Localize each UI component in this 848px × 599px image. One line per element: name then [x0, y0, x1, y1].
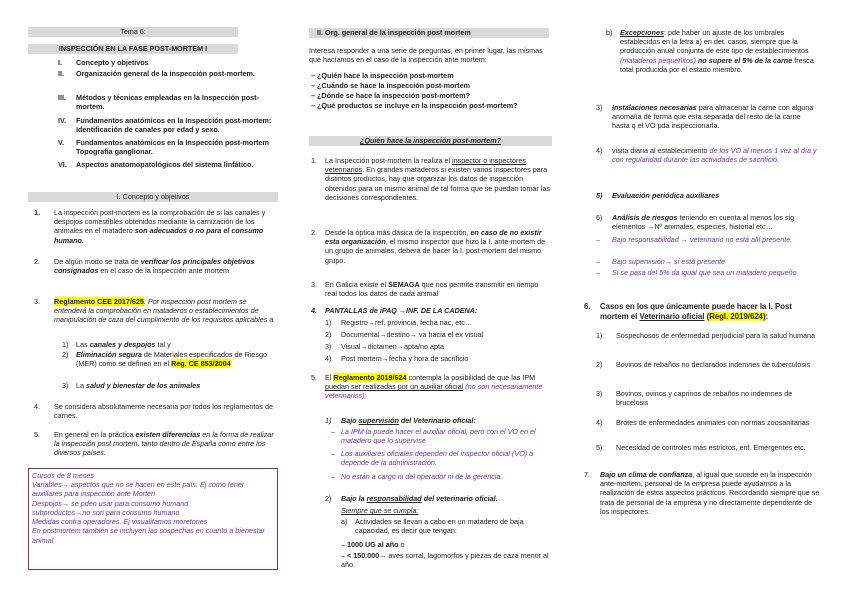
case-item: 3) Bovinos, ovinos y caprinos de rebaños no indemnes de brucelosis: [596, 389, 793, 408]
sub2-dash: – < 150.000→ aves corral, lagomorfos y piezas de caza menor al año.: [341, 551, 549, 570]
note-line: En postmortem también se incluyen las sospechas en cuanto a bienestar animal: [32, 526, 265, 545]
pantalla-item: 4) Post mortem→fecha y hora de sacrificio: [325, 354, 469, 363]
toc-item: I. Concepto y objetivos: [58, 58, 149, 67]
item6-dash: – Bajo responsabilidad → veterinario no está allí presente.: [596, 235, 793, 244]
toc-item: IV. Fundamentos anatómicos en la Inspección post-mortem: Identificación de canales por edad y sexo.: [58, 116, 272, 135]
case-item: 4) Brotes de enfermedades animales con normas zoosanitarias: [596, 418, 810, 427]
item-5: 5) Evaluación periódica auxiliares: [596, 191, 720, 200]
case-item: 1) Sospechosos de enfermedad perjudicial para la salud humana: [596, 331, 815, 340]
paragraph-3: 3. Reglamento CEE 2017/625: Por inspección post mortem se entenderá la comprobación en mataderos o establecimientos de manipulación de caza del cumplimiento de los requisitos aplicables a: [34, 297, 274, 325]
q-paragraph-2: 2. Desde la óptica más dásica de la inspección, en caso de no existir esta organización, el mismo inspector que hizo la I. ante-mortem de un grupo de animales, deberá de hacer la I. post-mortem del mismo grupo.: [311, 228, 546, 265]
q-paragraph-4: 4. PANTALLAS de iPAQ →INF. DE LA CADENA:: [311, 306, 478, 315]
p3-item: 1) Las canales y despojos tal y: [62, 340, 171, 349]
paragraph-2: 2. De algún modo se trata de verificar los principales objetivos consignados en el caso de la inspección ante mortem: [34, 257, 255, 276]
p3-item: 2) Eliminación segura de Materiales especificados de Riesgo (MER) como se definen en el Reg. CE 853/2004: [62, 350, 267, 369]
item-3: 3) Instalaciones necesarias para almacenar la carne con alguna anomalía de forma que esta separada del resto de la carne hasta q el VO pda inspeccionarla.: [596, 103, 814, 131]
paragraph-5: 5. En general en la práctica existen diferencias en la forma de realizar la inspección post mortem, tanto dentro de España como entre los diversos países.: [34, 430, 274, 458]
item-6: 6) Análisis de riesgos teniendo en cuenta al menos los sig elementos →Nº animales, especies, historial etc…: [596, 213, 795, 232]
section2-header: II. Org. general de la inspección post mortem: [309, 28, 549, 38]
toc-item: V. Fundamentos anatómicos en la Inspección post-mortem Topografía ganglionar.: [58, 138, 269, 157]
toc-item: II. Organización general de la inspección post-mortem.: [58, 69, 255, 78]
intro-text: Interesa responder a una serie de preguntas, en primer lugar, las mismas que hacíamos en el caso de la inspección ante mortem:: [309, 46, 543, 65]
paragraph-1: 1. La inspección post-mortem es la comprobación de si las canales y despojos comestibles obtenidos mediante la carnización de los animales en el matadero son adecuados o no para el consumo humano.: [34, 208, 266, 245]
tema-header: Tema 6:: [28, 27, 238, 37]
note-line: Cursos de 8 meses: [32, 471, 94, 480]
note-line: Medidas contra operadores. Ej visualitamos moretones: [32, 517, 208, 527]
item-4: 4) visita diaria al establecimiento de los VO al menos 1 vez al día y con regularidad durante las actividades de sacrificio.: [596, 146, 817, 165]
note-line: Variables→ aspectos que no se hacen en este país. Ej como tener auxiliares para inspección ante Morten: [32, 480, 245, 499]
note-line: subproductos→no son para consumo humano: [32, 507, 180, 517]
question-item: – ¿Cuándo se hace la inspección post-mortem: [311, 81, 470, 90]
sub2-item-a: a) Actividades se llevan a cabo en un matadero de baja capacidad, es decir que tengan:: [341, 517, 524, 536]
reglamento-highlight: Reglamento CEE 2017/625: [54, 297, 144, 306]
notes-box: [28, 468, 278, 570]
note-line: Despojos→ se pden usar para consumo humano: [32, 498, 189, 508]
case-item: 5) Necesidad de controles más estrictos, enf. Emergentes etc.: [596, 443, 806, 452]
sub1-dash-item: – La IPM la puede hacer el auxiliar oficial, pero con el VO en el matadero que lo supervise: [331, 427, 536, 446]
q-paragraph-5: 5. El Reglamento 2019/624 contempla la posibilidad de que las IPM puedan ser realizadas por un auxiliar oficial (no son necesariamente veterinarios):: [311, 373, 543, 401]
sub-1: 1) Bajo supervisión del Veterinario oficial:: [325, 416, 476, 425]
sub1-dash-item: – Los auxiliares oficiales dependen del inspector oficial (VO) a depende de la administración.: [331, 449, 534, 468]
inspeccion-header: INSPECCIÓN EN LA FASE POST-MORTEM I: [28, 44, 238, 54]
pantalla-item: 2) Documental→destino→ va hacia el ex visual: [325, 330, 484, 339]
pantalla-item: 3) Visual→dictamen→apta/no apta: [325, 342, 444, 351]
question-item: – ¿Qué productos se incluye en la inspección post-mortem?: [311, 101, 518, 110]
sub1-dash-item: – No están a cargo ni del operador ni de la gerencia.: [331, 472, 503, 481]
item6-dash: – Bajo supervisión→ sí está presente: [596, 257, 726, 266]
question-item: – ¿Dónde se hace la inspección post-mortem?: [311, 91, 470, 100]
question-item: – ¿Quién hace la inspección post-mortem: [311, 71, 454, 80]
section-6: 6. Casos en los que únicamente puede hacer la I. Post mortem el Veterinario oficial (Regl. 2019/624):: [584, 302, 792, 321]
pantalla-item: 1) Registro→ref. provincia, fecha nac, etc…: [325, 318, 473, 327]
item6-dash: – Si se pasa del 5% da igual que sea un matadero pequeño: [596, 268, 797, 277]
quien-subheader: ¿Quién hace la inspección post-mortem?: [309, 136, 552, 146]
section-7: 7. Bajo un clima de confianza, al igual que sucede en la inspección ante-mortem, personal de la empresa puede ayudarnos a la realización de estos aspectos prácticos. Recordando siempre que se trata de personal de la empresa y no directamente dependiente de los inspectores.: [584, 470, 820, 516]
p3-item: 3) La salud y bienestar de los animales: [62, 381, 201, 390]
sub2-condition: Siempre que se cumpla:: [341, 506, 419, 515]
toc-item: VI. Aspectos anatomopatológicos del sistema linfático.: [58, 160, 254, 169]
item-b: b) Excepciones: pde haber un ajuste de los umbrales establecidos en la letra a) en det. casos, siempre que la producción anual conjunta de este tipo de establecimientos (mataderos pequeñitos) no supere el 5% de la carne fresca total producida por el estado miembro.: [606, 28, 814, 74]
q-paragraph-3: 3. En Galicia existe el SEMAGA que nos permite transmitir en tiempo real todos los datos de cada animal: [311, 280, 539, 299]
case-item: 2) Bovinos de rebaños no declarados indemnes de tuberculosis: [596, 360, 811, 369]
section1-header: I. Concepto y objetivos: [28, 192, 278, 202]
toc-item: III. Métodos y técnicas empleadas en la Inspección post-mortem.: [58, 93, 259, 112]
paragraph-4: 4. Se considera absolutamente necesaria por todos los reglamentos de carnes.: [34, 402, 273, 421]
sub-2: 2) Bajo la responsabilidad del veterinario oficial.: [325, 494, 498, 503]
q-paragraph-1: 1. La Inspección post-mortem la realiza el inspector o inspectores veterinarios. En grandes mataderos si existen varios inspectores para distintos productos, hay que organizar los datos de inspección obtenidos para un mismo animal de tal forma que se puedan tomar las decisiones correspondientes.: [311, 156, 550, 202]
sub2-dash: – 1000 UG al año o: [341, 540, 405, 549]
